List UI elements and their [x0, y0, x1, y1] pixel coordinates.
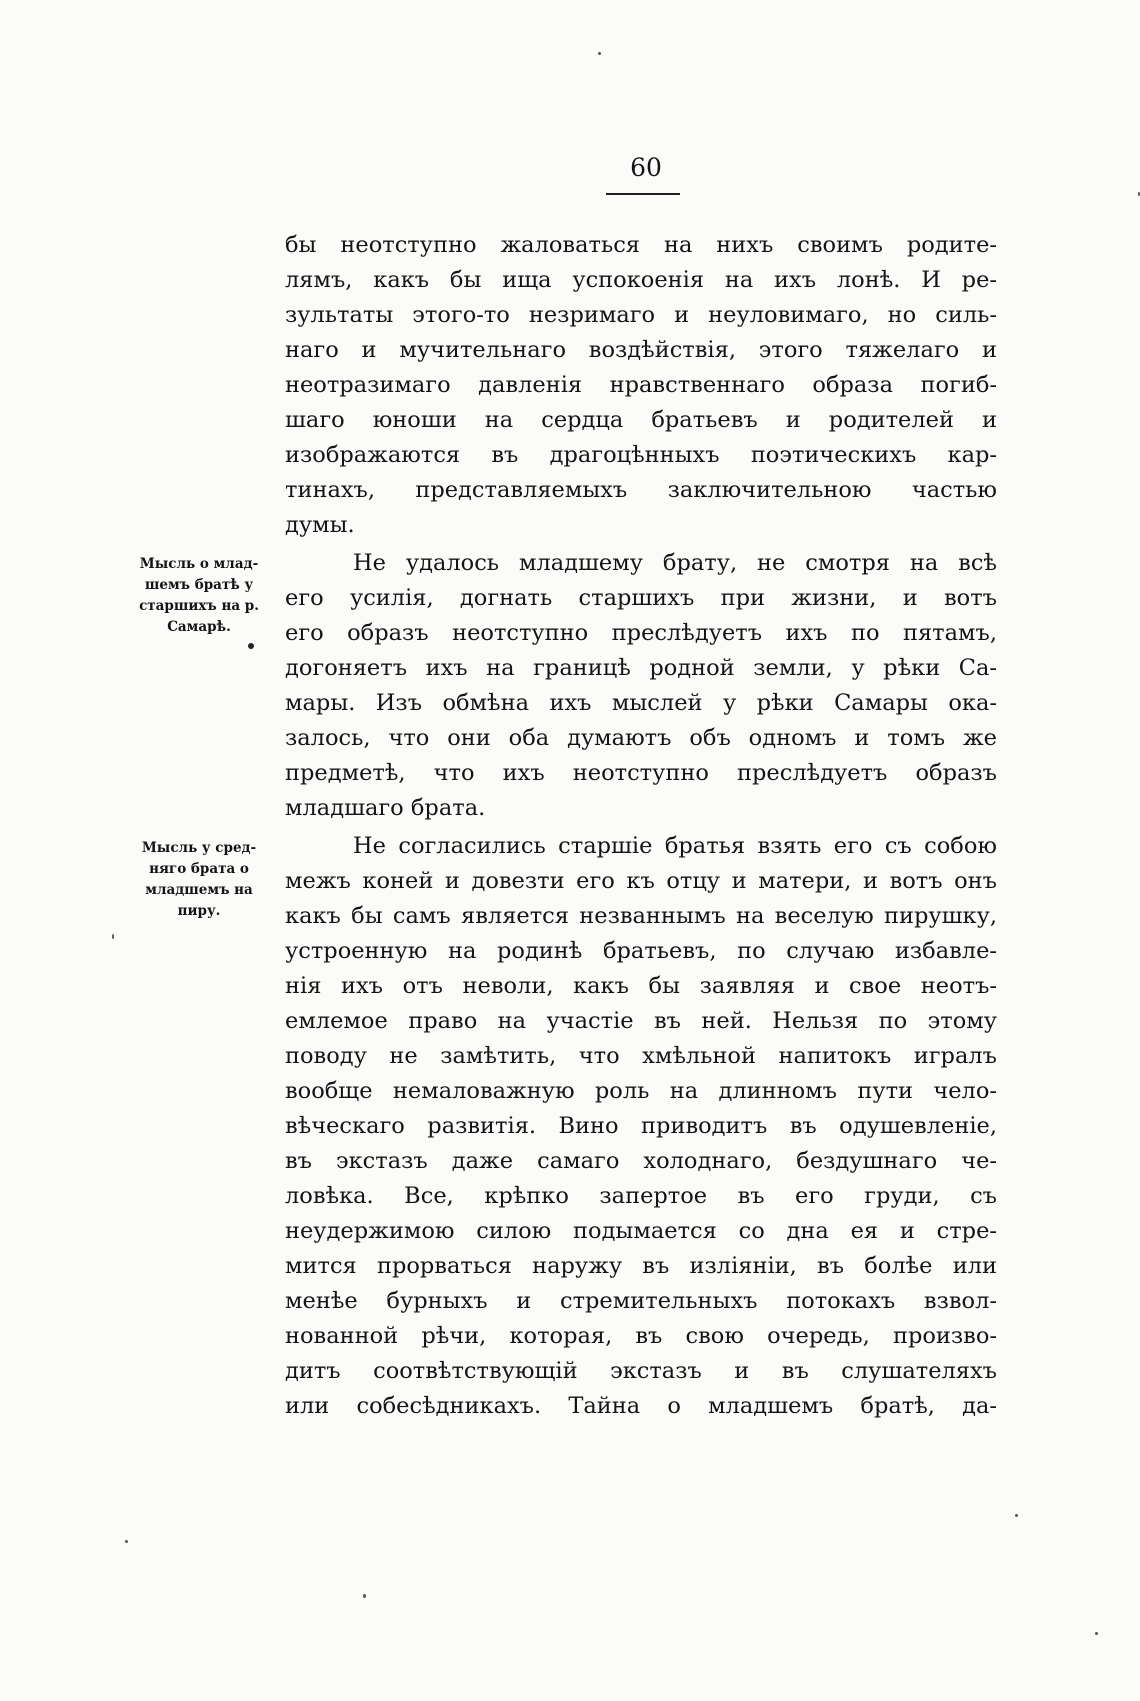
text-line: Не удалось младшему брату, не смотря на всѣ: [353, 550, 997, 576]
text-line: наго и мучительнаго воздѣйствія, этого тяжелаго и: [285, 337, 997, 363]
scan-speck: [125, 1540, 128, 1543]
scan-speck: [1015, 1514, 1018, 1517]
scan-speck: [112, 934, 114, 939]
text-line: неудержимою силою подымается со дна ея и стре-: [285, 1218, 997, 1244]
text-line: мится прорваться наружу въ изліяніи, въ болѣе или: [285, 1253, 997, 1279]
text-line: дитъ соотвѣтствующій экстазъ и въ слушателяхъ: [285, 1358, 997, 1384]
text-line: шаго юноши на сердца братьевъ и родителей и: [285, 407, 997, 433]
text-line: тинахъ, представляемыхъ заключительною частью: [285, 477, 997, 503]
text-line: залось, что они оба думаютъ объ одномъ и томъ же: [285, 725, 997, 751]
text-line: младшаго брата.: [285, 795, 486, 821]
text-line: зультаты этого-то незримаго и неуловимаго, но силь-: [285, 302, 997, 328]
margin-note-2: [124, 838, 274, 922]
text-line: Не согласились старшіе братья взять его съ собою: [353, 833, 997, 859]
text-line: его образъ неотступно преслѣдуетъ ихъ по пятамъ,: [285, 620, 997, 646]
text-line: мары. Изъ обмѣна ихъ мыслей у рѣки Самары ока-: [285, 690, 997, 716]
text-line: вообще немаловажную роль на длинномъ пути чело-: [285, 1078, 997, 1104]
scan-speck: [248, 643, 254, 649]
text-line: его усилія, догнать старшихъ при жизни, и вотъ: [285, 585, 997, 611]
text-line: вѣческаго развитія. Вино приводитъ въ одушевленіе,: [285, 1113, 997, 1139]
text-line: поводу не замѣтить, что хмѣльной напитокъ игралъ: [285, 1043, 997, 1069]
text-line: какъ бы самъ является незваннымъ на веселую пирушку,: [285, 903, 997, 929]
margin-note-line: Самарѣ.: [167, 619, 231, 635]
text-line: бы неотступно жаловаться на нихъ своимъ родите-: [285, 232, 997, 258]
scan-speck: [1095, 1632, 1098, 1635]
margin-note-line: Мысль у сред-: [141, 840, 257, 856]
margin-note-line: няго брата о: [149, 861, 249, 877]
margin-note-line: пиру.: [177, 903, 221, 919]
text-line: или собесѣдникахъ. Тайна о младшемъ братѣ, да-: [285, 1393, 997, 1419]
margin-note-line: младшемъ на: [145, 882, 253, 898]
text-line: неотразимаго давленія нравственнаго образа погиб-: [285, 372, 997, 398]
text-line: думы.: [285, 512, 355, 538]
margin-note-1: [124, 554, 274, 638]
text-line: ловѣка. Все, крѣпко запертое въ его груди, съ: [285, 1183, 997, 1209]
page-number: 60: [630, 153, 662, 182]
page-number-rule: [606, 193, 680, 195]
text-line: изображаются въ драгоцѣнныхъ поэтическихъ кар-: [285, 442, 997, 468]
text-line: догоняетъ ихъ на границѣ родной земли, у рѣки Са-: [285, 655, 997, 681]
paragraph-1: [285, 228, 997, 543]
scan-speck: [598, 52, 601, 55]
text-line: менѣе бурныхъ и стремительныхъ потокахъ взвол-: [285, 1288, 997, 1314]
text-line: нованной рѣчи, которая, въ свою очередь, произво-: [285, 1323, 997, 1349]
paragraph-3: [285, 829, 997, 1424]
text-line: устроенную на родинѣ братьевъ, по случаю избавле-: [285, 938, 997, 964]
body-text: [285, 228, 997, 1424]
text-line: лямъ, какъ бы ища успокоенія на ихъ лонѣ. И ре-: [285, 267, 997, 293]
paragraph-2: [285, 546, 997, 826]
margin-note-line: Мысль о млад-: [139, 556, 259, 572]
text-line: нія ихъ отъ неволи, какъ бы заявляя и свое неотъ-: [285, 973, 997, 999]
margin-note-line: старшихъ на р.: [139, 598, 259, 614]
margin-note-line: шемъ братѣ у: [144, 577, 254, 593]
text-line: емлемое право на участіе въ ней. Нельзя по этому: [285, 1008, 997, 1034]
scan-speck: [363, 1594, 366, 1598]
text-line: въ экстазъ даже самаго холоднаго, бездушнаго че-: [285, 1148, 997, 1174]
text-line: межъ коней и довезти его къ отцу и матери, и вотъ онъ: [285, 868, 997, 894]
text-line: предметѣ, что ихъ неотступно преслѣдуетъ образъ: [285, 760, 997, 786]
